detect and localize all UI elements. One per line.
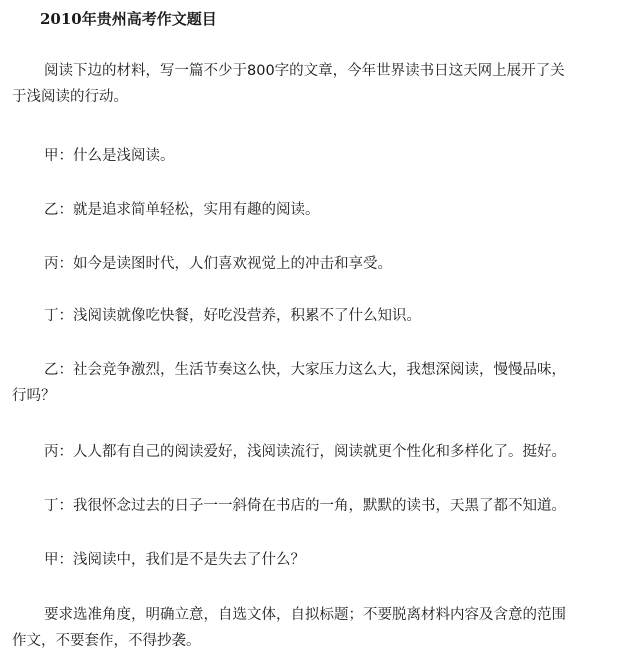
paragraph-prompt <box>12 58 620 110</box>
paragraph-line: 乙：社会竞争激烈，生活节奏这么快，大家压力这么大，我想深阅读，慢慢品味， <box>44 362 566 378</box>
paragraph-line: 丁：浅阅读就像吃快餐，好吃没营养，积累不了什么知识。 <box>44 308 421 324</box>
paragraph-line: 要求选准角度，明确立意，自选文体，自拟标题；不要脱离材料内容及含意的范围 <box>44 607 566 623</box>
paragraph-line: 行吗？ <box>12 388 56 404</box>
paragraph-line: 于浅阅读的行动。 <box>12 89 128 105</box>
dialogue-line <box>12 197 620 223</box>
paragraph-requirements <box>12 602 620 654</box>
paragraph-line: 丙：人人都有自己的阅读爱好，浅阅读流行，阅读就更个性化和多样化了。挺好。 <box>44 444 566 460</box>
document-title: 2010年贵州高考作文题目 <box>40 10 217 28</box>
dialogue-line <box>12 357 620 409</box>
paragraph-line: 甲：浅阅读中，我们是不是失去了什么？ <box>44 552 305 568</box>
paragraph-line: 甲：什么是浅阅读。 <box>44 148 175 164</box>
paragraph-line: 丙：如今是读图时代，人们喜欢视觉上的冲击和享受。 <box>44 256 392 272</box>
dialogue-line <box>12 143 620 169</box>
dialogue-line <box>12 439 620 465</box>
dialogue-line <box>12 547 620 573</box>
dialogue-line <box>12 303 620 329</box>
paragraph-line: 阅读下边的材料，写一篇不少于800字的文章，今年世界读书日这天网上展开了关 <box>44 63 565 79</box>
dialogue-line <box>12 251 620 277</box>
paragraph-line: 丁：我很怀念过去的日子一一斜倚在书店的一角，默默的读书，天黑了都不知道。 <box>44 498 566 514</box>
paragraph-line: 作文，不要套作，不得抄袭。 <box>12 633 201 649</box>
dialogue-line <box>12 493 620 519</box>
paragraph-line: 乙：就是追求简单轻松，实用有趣的阅读。 <box>44 202 320 218</box>
